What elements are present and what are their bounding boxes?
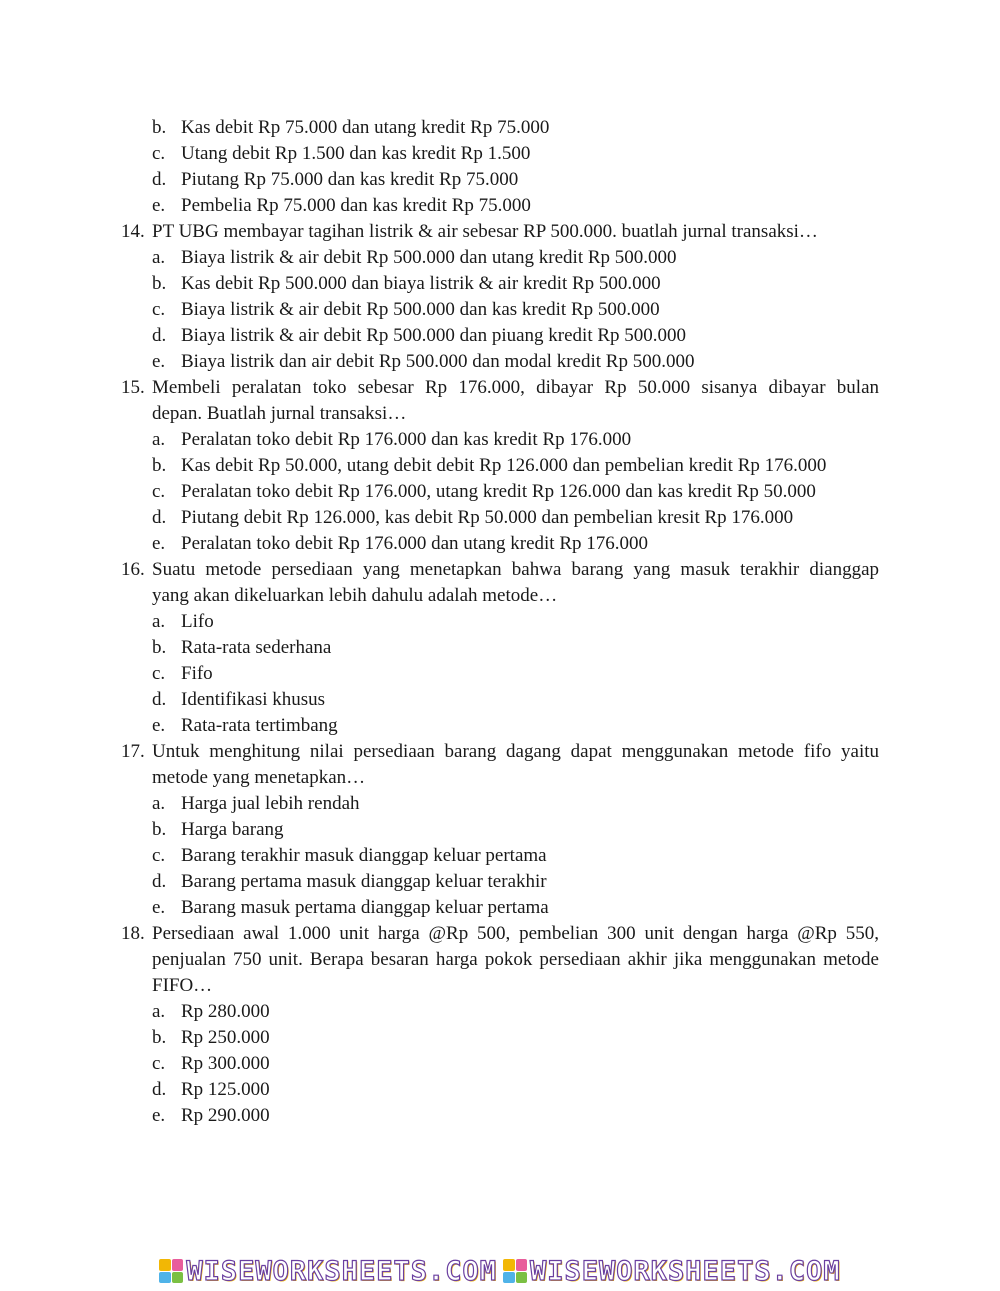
question-text: Membeli peralatan toko sebesar Rp 176.000, dibayar Rp 50.000 sisanya dibayar bulan bbox=[152, 377, 879, 398]
option-letter: e. bbox=[152, 715, 166, 736]
question-text: PT UBG membayar tagihan listrik & air sebesar RP 500.000. buatlah jurnal transaksi… bbox=[152, 221, 818, 242]
option-text: Fifo bbox=[181, 663, 213, 684]
option-text: Identifikasi khusus bbox=[181, 689, 326, 710]
brand-logo-right[interactable] bbox=[503, 1256, 841, 1287]
option-letter: a. bbox=[152, 793, 166, 814]
option-letter: b. bbox=[152, 273, 167, 294]
q15-option-a[interactable] bbox=[0, 427, 1000, 453]
option-letter: e. bbox=[152, 897, 166, 918]
option-letter: b. bbox=[152, 117, 167, 138]
option-text: Harga jual lebih rendah bbox=[181, 793, 360, 814]
option-letter: b. bbox=[152, 1027, 167, 1048]
q17-option-e[interactable] bbox=[0, 895, 1000, 921]
option-letter: a. bbox=[152, 247, 166, 268]
option-text: Pembelia Rp 75.000 dan kas kredit Rp 75.000 bbox=[181, 195, 531, 216]
q18-option-d[interactable] bbox=[0, 1077, 1000, 1103]
option-letter: b. bbox=[152, 819, 167, 840]
option-letter: e. bbox=[152, 533, 166, 554]
option-letter: e. bbox=[152, 351, 166, 372]
brand-text: WISEWORKSHEETS.COM bbox=[186, 1255, 497, 1287]
option-text: Rp 290.000 bbox=[181, 1105, 270, 1126]
option-text: Rp 300.000 bbox=[181, 1053, 270, 1074]
q16-option-b[interactable] bbox=[0, 635, 1000, 661]
option-letter: c. bbox=[152, 299, 166, 320]
wise-logo-icon bbox=[503, 1259, 527, 1283]
option-text: Rp 250.000 bbox=[181, 1027, 270, 1048]
question-text: Suatu metode persediaan yang menetapkan bahwa barang yang masuk terakhir dianggap bbox=[152, 559, 879, 580]
question-number: 17. bbox=[121, 741, 145, 762]
option-text: Rp 280.000 bbox=[181, 1001, 270, 1022]
q17-option-c[interactable] bbox=[0, 843, 1000, 869]
q18-option-e[interactable] bbox=[0, 1103, 1000, 1129]
brand-text: WISEWORKSHEETS.COM bbox=[530, 1255, 841, 1287]
question-18 bbox=[0, 921, 1000, 947]
option-text: Rata-rata tertimbang bbox=[181, 715, 338, 736]
question-text: depan. Buatlah jurnal transaksi… bbox=[152, 403, 407, 424]
q18-option-a[interactable] bbox=[0, 999, 1000, 1025]
option-text: Barang terakhir masuk dianggap keluar pertama bbox=[181, 845, 547, 866]
option-letter: a. bbox=[152, 611, 166, 632]
option-letter: c. bbox=[152, 1053, 166, 1074]
question-text: penjualan 750 unit. Berapa besaran harga pokok persediaan akhir jika menggunakan metode bbox=[152, 949, 879, 970]
option-letter: d. bbox=[152, 871, 167, 892]
option-text: Kas debit Rp 500.000 dan biaya listrik & air kredit Rp 500.000 bbox=[181, 273, 661, 294]
q17-option-b[interactable] bbox=[0, 817, 1000, 843]
option-letter: d. bbox=[152, 507, 167, 528]
option-letter: b. bbox=[152, 637, 167, 658]
option-text: Lifo bbox=[181, 611, 214, 632]
option-letter: a. bbox=[152, 1001, 166, 1022]
option-text: Peralatan toko debit Rp 176.000 dan utang kredit Rp 176.000 bbox=[181, 533, 649, 554]
q15-option-b[interactable] bbox=[0, 453, 1000, 479]
question-text: yang akan dikeluarkan lebih dahulu adalah metode… bbox=[152, 585, 558, 606]
worksheet-page bbox=[0, 115, 1000, 1129]
option-text: Biaya listrik & air debit Rp 500.000 dan kas kredit Rp 500.000 bbox=[181, 299, 660, 320]
question-17 bbox=[0, 739, 1000, 765]
question-text: metode yang menetapkan… bbox=[152, 767, 366, 788]
option-text: Kas debit Rp 50.000, utang debit debit Rp 126.000 dan pembelian kredit Rp 176.000 bbox=[181, 455, 827, 476]
question-number: 18. bbox=[121, 923, 145, 944]
option-letter: d. bbox=[152, 689, 167, 710]
option-letter: e. bbox=[152, 195, 166, 216]
question-number: 16. bbox=[121, 559, 145, 580]
question-15 bbox=[0, 375, 1000, 401]
q15-option-e[interactable] bbox=[0, 531, 1000, 557]
option-text: Biaya listrik & air debit Rp 500.000 dan utang kredit Rp 500.000 bbox=[181, 247, 677, 268]
question-number: 15. bbox=[121, 377, 145, 398]
q15-option-c[interactable] bbox=[0, 479, 1000, 505]
option-letter: d. bbox=[152, 169, 167, 190]
q14-option-b[interactable] bbox=[0, 271, 1000, 297]
q18-option-b[interactable] bbox=[0, 1025, 1000, 1051]
question-16-cont bbox=[0, 583, 1000, 609]
option-text: Kas debit Rp 75.000 dan utang kredit Rp 75.000 bbox=[181, 117, 550, 138]
option-letter: d. bbox=[152, 1079, 167, 1100]
option-letter: e. bbox=[152, 1105, 166, 1126]
q17-option-a[interactable] bbox=[0, 791, 1000, 817]
brand-logo-left[interactable] bbox=[159, 1256, 497, 1287]
question-15-cont bbox=[0, 401, 1000, 427]
option-text: Utang debit Rp 1.500 dan kas kredit Rp 1.500 bbox=[181, 143, 531, 164]
q16-option-e[interactable] bbox=[0, 713, 1000, 739]
q15-option-d[interactable] bbox=[0, 505, 1000, 531]
q16-option-a[interactable] bbox=[0, 609, 1000, 635]
q16-option-c[interactable] bbox=[0, 661, 1000, 687]
q17-option-d[interactable] bbox=[0, 869, 1000, 895]
wise-logo-icon bbox=[159, 1259, 183, 1283]
option-text: Biaya listrik dan air debit Rp 500.000 dan modal kredit Rp 500.000 bbox=[181, 351, 695, 372]
option-text: Peralatan toko debit Rp 176.000, utang kredit Rp 126.000 dan kas kredit Rp 50.000 bbox=[181, 481, 816, 502]
question-number: 14. bbox=[121, 221, 145, 242]
option-letter: b. bbox=[152, 455, 167, 476]
option-letter: c. bbox=[152, 481, 166, 502]
option-letter: d. bbox=[152, 325, 167, 346]
q13-option-c[interactable] bbox=[0, 141, 1000, 167]
q16-option-d[interactable] bbox=[0, 687, 1000, 713]
option-text: Harga barang bbox=[181, 819, 284, 840]
option-text: Piutang debit Rp 126.000, kas debit Rp 50.000 dan pembelian kresit Rp 176.000 bbox=[181, 507, 794, 528]
question-18-cont-1 bbox=[0, 947, 1000, 973]
q14-option-a[interactable] bbox=[0, 245, 1000, 271]
option-text: Piutang Rp 75.000 dan kas kredit Rp 75.000 bbox=[181, 169, 519, 190]
footer-watermark bbox=[0, 1254, 1000, 1288]
question-16 bbox=[0, 557, 1000, 583]
option-letter: a. bbox=[152, 429, 166, 450]
option-letter: c. bbox=[152, 143, 166, 164]
question-14 bbox=[0, 219, 1000, 245]
q13-option-e[interactable] bbox=[0, 193, 1000, 219]
question-text: Persediaan awal 1.000 unit harga @Rp 500, pembelian 300 unit dengan harga @Rp 550, bbox=[152, 923, 879, 944]
q13-option-b[interactable] bbox=[0, 115, 1000, 141]
question-18-cont-2 bbox=[0, 973, 1000, 999]
q13-option-d[interactable] bbox=[0, 167, 1000, 193]
question-17-cont bbox=[0, 765, 1000, 791]
option-text: Peralatan toko debit Rp 176.000 dan kas kredit Rp 176.000 bbox=[181, 429, 632, 450]
option-letter: c. bbox=[152, 663, 166, 684]
option-text: Barang pertama masuk dianggap keluar terakhir bbox=[181, 871, 547, 892]
option-text: Biaya listrik & air debit Rp 500.000 dan piuang kredit Rp 500.000 bbox=[181, 325, 687, 346]
q14-option-d[interactable] bbox=[0, 323, 1000, 349]
option-letter: c. bbox=[152, 845, 166, 866]
option-text: Barang masuk pertama dianggap keluar pertama bbox=[181, 897, 549, 918]
option-text: Rata-rata sederhana bbox=[181, 637, 332, 658]
option-text: Rp 125.000 bbox=[181, 1079, 270, 1100]
q18-option-c[interactable] bbox=[0, 1051, 1000, 1077]
q14-option-c[interactable] bbox=[0, 297, 1000, 323]
question-text: FIFO… bbox=[152, 975, 213, 996]
question-text: Untuk menghitung nilai persediaan barang dagang dapat menggunakan metode fifo yaitu bbox=[152, 741, 879, 762]
q14-option-e[interactable] bbox=[0, 349, 1000, 375]
